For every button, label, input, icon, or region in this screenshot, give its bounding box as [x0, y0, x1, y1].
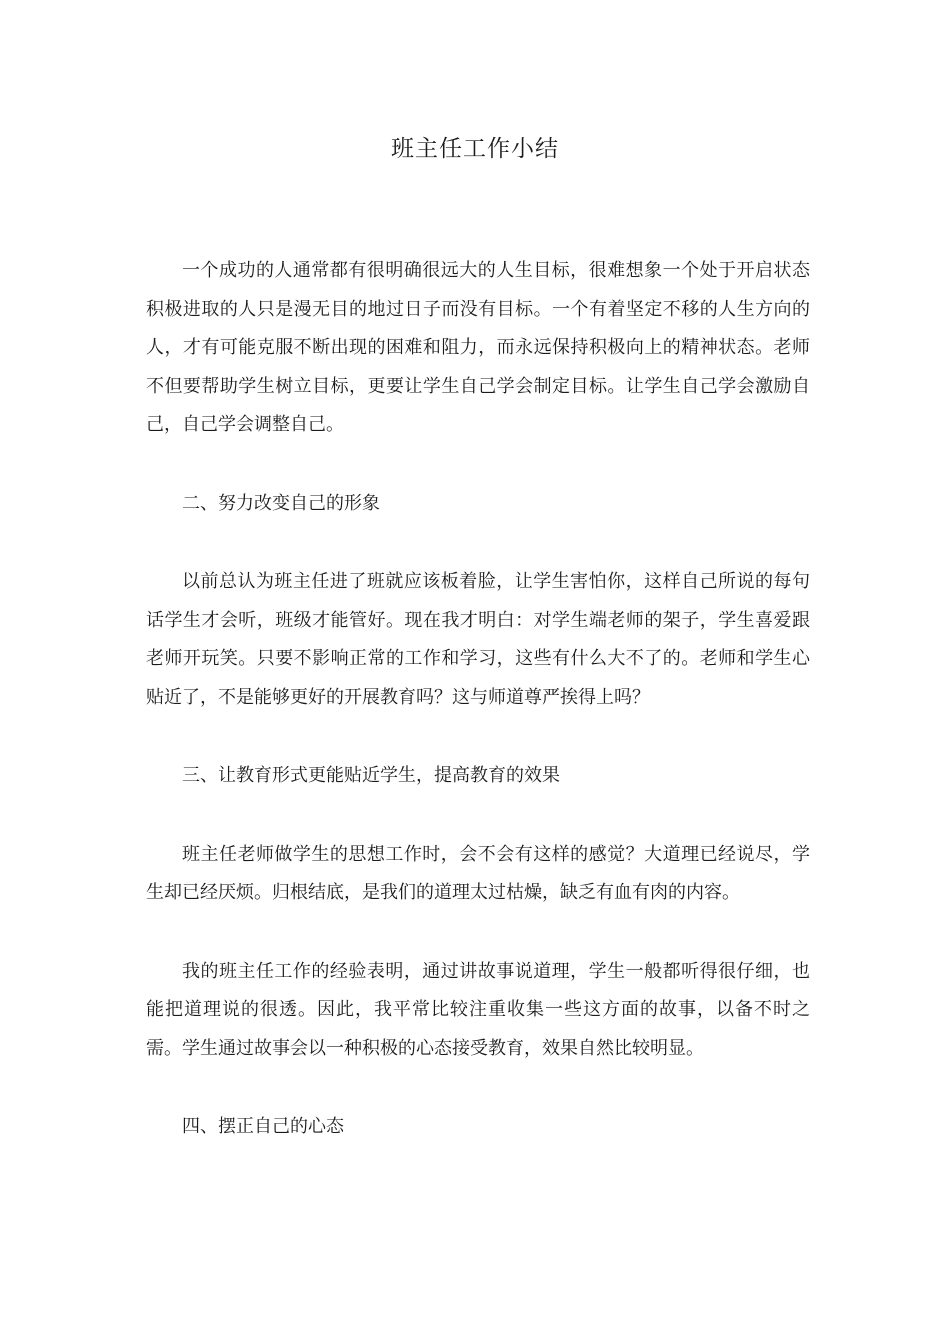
spacer — [146, 1068, 810, 1108]
page-title: 班主任工作小结 — [391, 136, 559, 162]
paragraph-goals: 一个成功的人通常都有很明确很远大的人生目标，很难想象一个处于开启状态积极进取的人只是漫无目的地过日子而没有目标。一个有着坚定不移的人生方向的人，才有可能克服不断出现的困难和阻力，而永远保持积极向上的精神状态。老师不但要帮助学生树立目标，更要让学生自己学会制定目标。让学生自己学会激励自己，自己学会调整自己。 — [146, 260, 810, 435]
spacer — [146, 796, 810, 836]
spacer — [146, 717, 810, 757]
paragraph-image: 以前总认为班主任进了班就应该板着脸，让学生害怕你，这样自己所说的每句话学生才会听，班级才能管好。现在我才明白：对学生端老师的架子，学生喜爱跟老师开玩笑。只要不影响正常的工作和学习，这些有什么大不了的。老师和学生心贴近了，不是能够更好的开展教育吗？这与师道尊严挨得上吗？ — [146, 571, 810, 708]
spacer — [146, 913, 810, 953]
section-heading-3: 三、让教育形式更能贴近学生，提高教育的效果 — [182, 765, 560, 786]
document-body — [146, 252, 810, 1147]
paragraph-storytelling: 我的班主任工作的经验表明，通过讲故事说道理，学生一般都听得很仔细，也能把道理说的很透。因此，我平常比较注重收集一些这方面的故事，以备不时之需。学生通过故事会以一种积极的心态接受教育，效果自然比较明显。 — [146, 960, 810, 1059]
section-heading-2: 二、努力改变自己的形象 — [182, 492, 380, 514]
section-heading-4: 四、摆正自己的心态 — [182, 1116, 344, 1137]
spacer — [146, 445, 810, 485]
spacer — [146, 523, 810, 563]
paragraph-education-form: 班主任老师做学生的思想工作时，会不会有这样的感觉？大道理已经说尽，学生却已经厌烦。归根结底，是我们的道理太过枯燥，缺乏有血有肉的内容。 — [146, 843, 810, 903]
